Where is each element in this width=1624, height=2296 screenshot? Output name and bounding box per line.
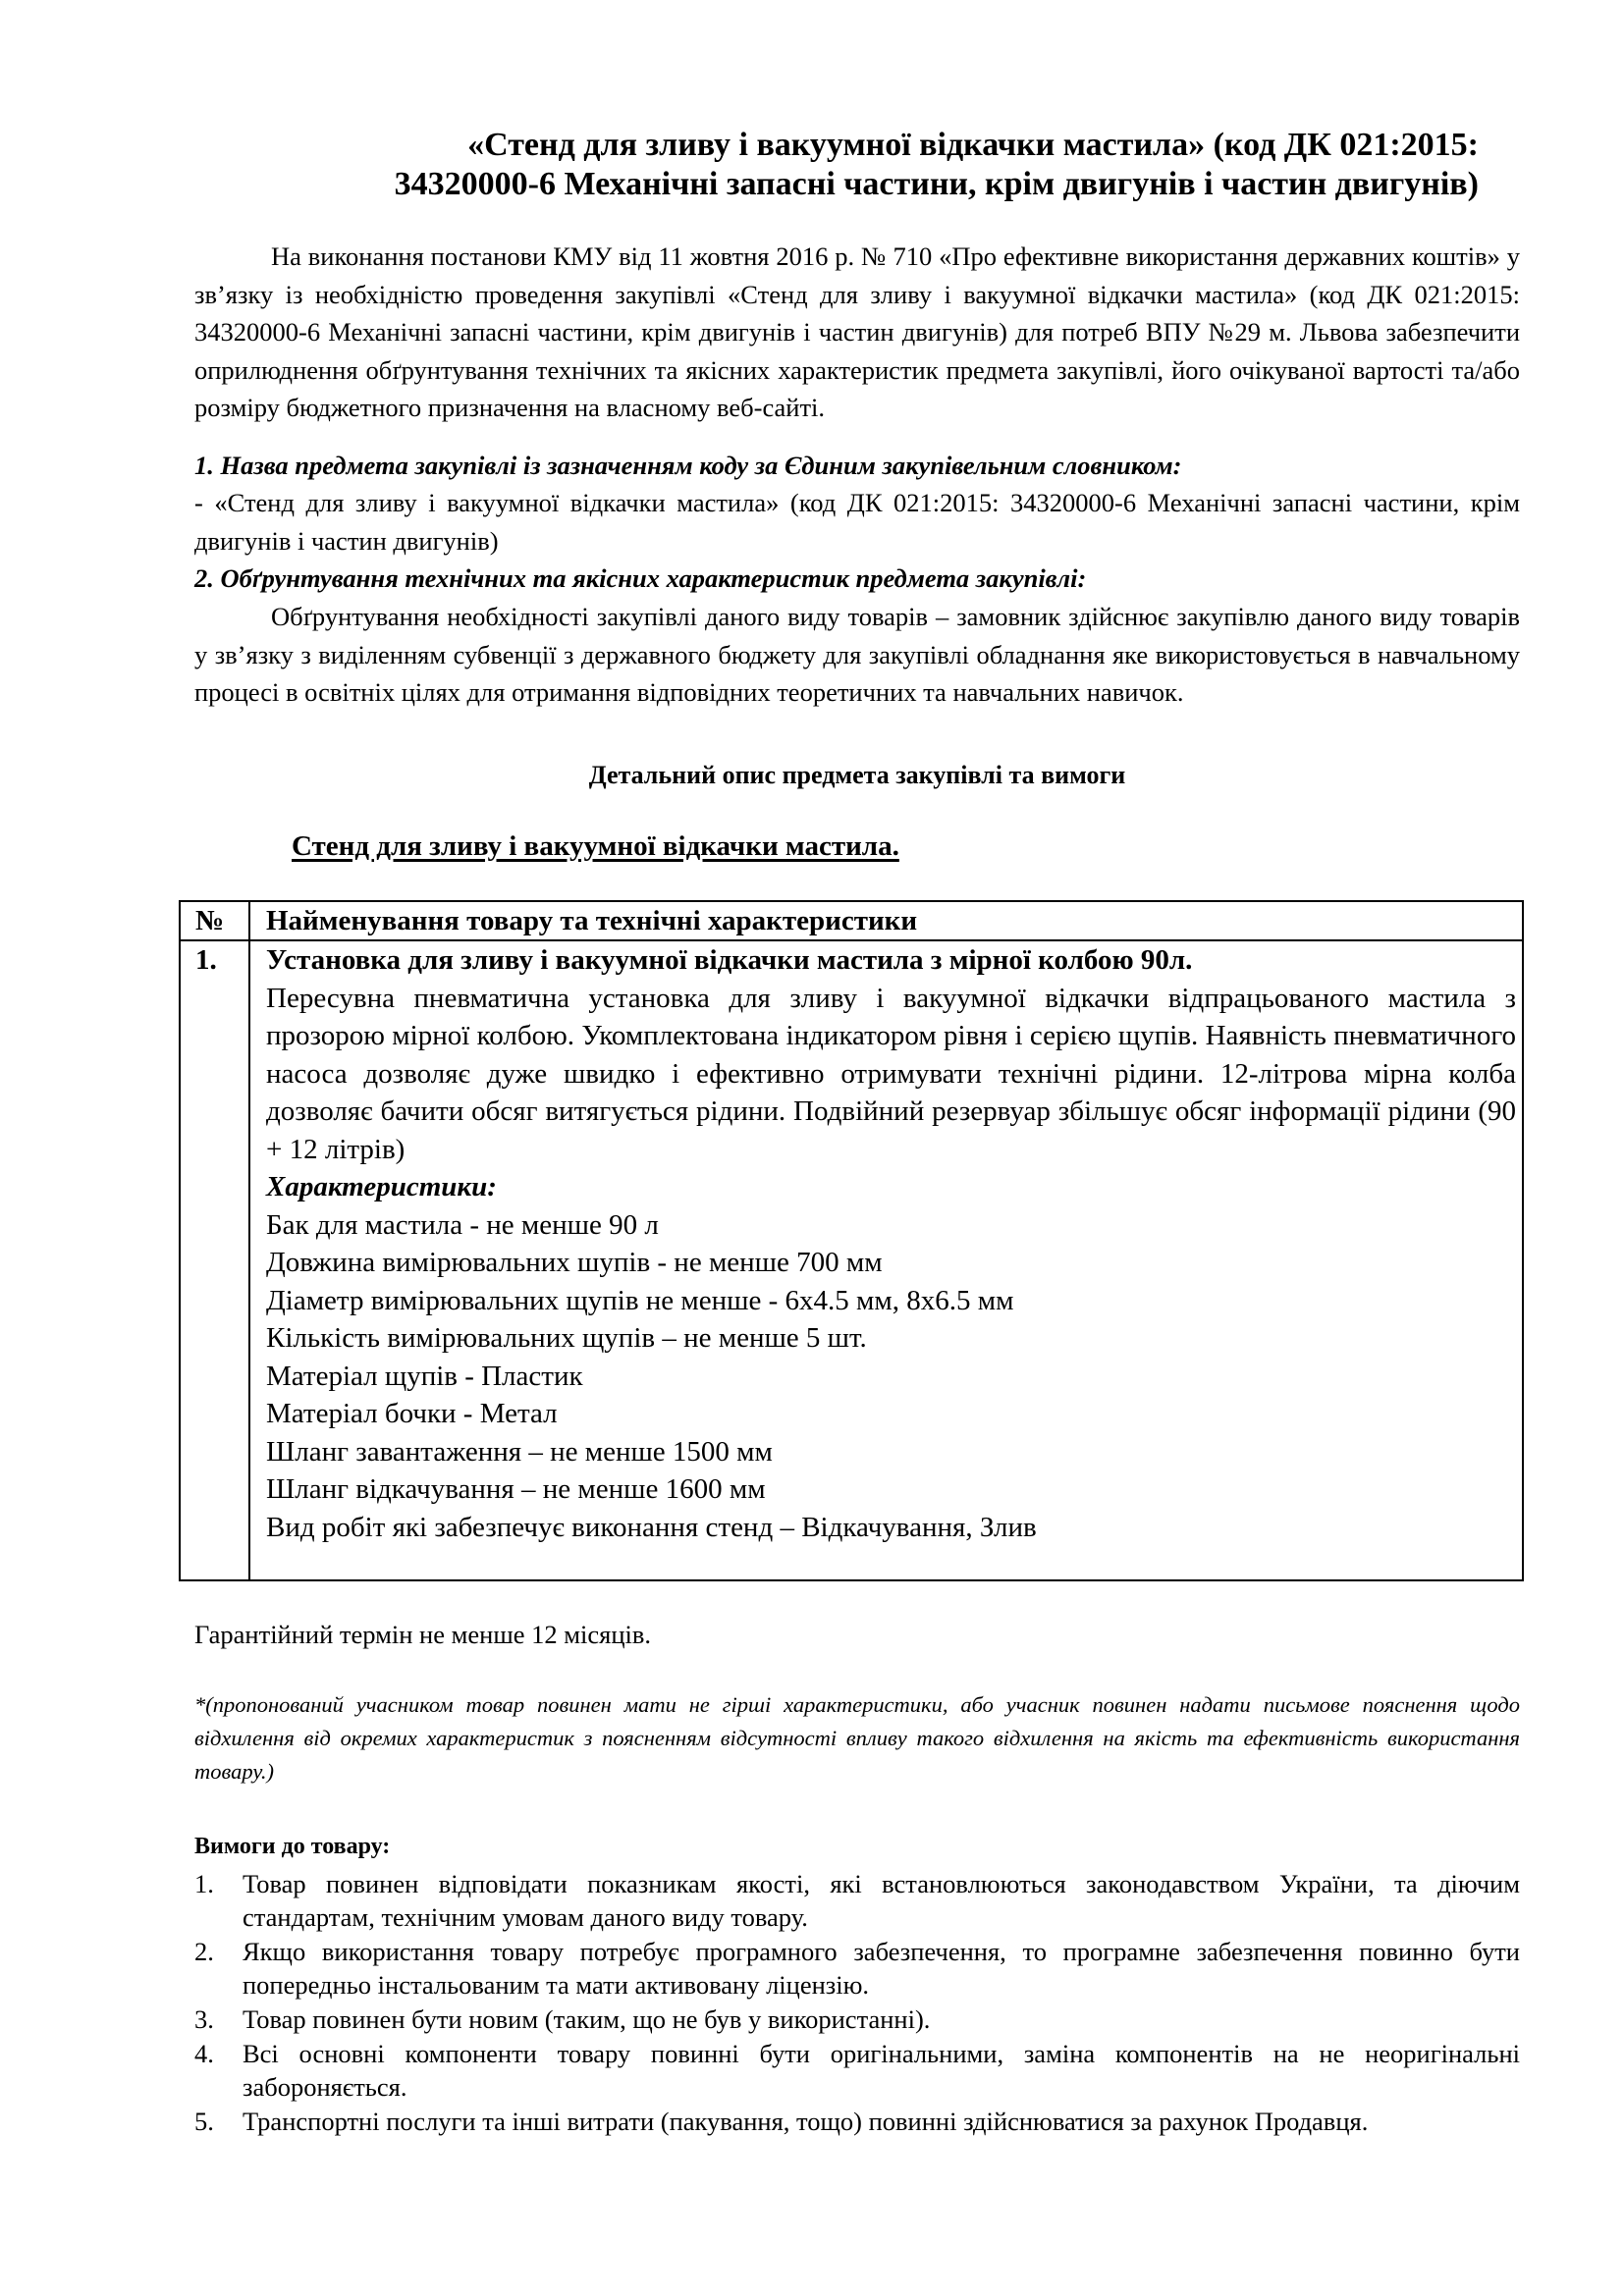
characteristic: Довжина вимірювальних шупів - не менше 700 мм bbox=[266, 1247, 883, 1278]
characteristic: Вид робіт які забезпечує виконання стенд – Відкачування, Злив bbox=[266, 1511, 1037, 1543]
spec-table bbox=[179, 900, 1524, 1581]
characteristic: Діаметр вимірювальних щупів не менше - 6x4.5 мм, 8x6.5 мм bbox=[266, 1284, 1014, 1316]
list-number: 4. bbox=[194, 2039, 214, 2068]
list-text: Товар повинен відповідати показникам якості, які встановлюються законодавством України, та діючим стандартам, технічним умовам даного виду товару. bbox=[243, 1869, 1520, 1932]
title-line-1: «Стенд для зливу і вакуумної відкачки мастила» (код ДК 021:2015: bbox=[467, 127, 1479, 163]
detail-heading: Детальний опис предмета закупівлі та вимоги bbox=[588, 761, 1126, 789]
list-item bbox=[194, 2037, 1520, 2104]
item-title: Установка для зливу і вакуумної відкачки мастила з мірної колбою 90л. bbox=[266, 944, 1193, 976]
list-item bbox=[194, 2105, 1520, 2138]
list-item bbox=[194, 2002, 1520, 2036]
row-content bbox=[249, 940, 1523, 1580]
requirements-heading: Вимоги до товару: bbox=[194, 1834, 391, 1859]
list-number: 3. bbox=[194, 2004, 214, 2034]
section-2-text: Обґрунтування необхідності закупівлі даного виду товарів – замовник здійснює закупівлю даного виду товарів у зв’язку з виділенням субвенції з державного бюджету для закупівлі обладнання яке використовується в навчальному процесі в освітніх цілях для отримання відповідних теоретичних та навчальних навичок. bbox=[194, 602, 1520, 707]
warranty-text: Гарантійний термін не менше 12 місяців. bbox=[194, 1620, 652, 1649]
characteristic: Шланг завантаження – не менше 1500 мм bbox=[266, 1435, 773, 1468]
table-row bbox=[180, 940, 1523, 1580]
row-number: 1. bbox=[180, 940, 249, 1580]
list-number: 1. bbox=[194, 1869, 214, 1898]
item-description: Пересувна пневматична установка для зливу і вакуумної відкачки відпрацьованого мастила з прозорою мірної колбою. Укомплектована індикатором рівня і серією щупів. Наявність пневматичного насоса дозволяє дуже швидко і ефективно отримувати технічні рідини. 12-літрова мірна колба дозволяє бачити обсяг витягується рідини. Подвійний резервуар збільшує обсяг інформації рідини (90 + 12 літрів) bbox=[266, 982, 1516, 1165]
list-text: Транспортні послуги та інші витрати (пакування, тощо) повинні здійснюватися за рахунок Продавця. bbox=[243, 2107, 1369, 2136]
list-text: Товар повинен бути новим (таким, що не був у використанні). bbox=[243, 2004, 931, 2034]
characteristic: Матеріал бочки - Метал bbox=[266, 1398, 558, 1429]
section-2-heading: 2. Обґрунтування технічних та якісних характеристик предмета закупівлі: bbox=[194, 563, 1087, 593]
intro-paragraph: На виконання постанови КМУ від 11 жовтня 2016 р. № 710 «Про ефективне використання державних коштів» у зв’язку із необхідністю проведення закупівлі «Стенд для зливу і вакуумної відкачки мастила» (код ДК 021:2015: 34320000-6 Механічні запасні частини, крім двигунів і частин двигунів) для потреб ВПУ №29 м. Львова забезпечити оприлюднення обґрунтування технічних та якісних характеристик предмета закупівлі, його очікуваної вартості та/або розміру бюджетного призначення на власному веб-сайті. bbox=[194, 241, 1520, 422]
section-1-heading: 1. Назва предмета закупівлі із зазначенням коду за Єдиним закупівельним словником: bbox=[194, 451, 1182, 480]
characteristic: Кількість вимірювальних щупів – не менше 5 шт. bbox=[266, 1322, 867, 1354]
characteristic: Шланг відкачування – не менше 1600 мм bbox=[266, 1473, 766, 1505]
section-1-text: - «Стенд для зливу і вакуумної відкачки мастила» (код ДК 021:2015: 34320000-6 Механічні запасні частини, крім двигунів і частин двигунів) bbox=[194, 488, 1520, 556]
list-text: Якщо використання товару потребує програмного забезпечення, то програмне забезпечення повинно бути попередньо інстальованим та мати активовану ліцензію. bbox=[243, 1937, 1520, 2000]
list-item bbox=[194, 1935, 1520, 2002]
header-name: Найменування товару та технічні характеристики bbox=[249, 901, 1523, 940]
footnote: *(пропонований учасником товар повинен мати не гірші характеристики, або учасник повинен надати письмове пояснення щодо відхилення від окремих характеристик з поясненням відсутності впливу такого відхилення на якість та ефективність використання товару.) bbox=[194, 1692, 1520, 1784]
title-line-2: 34320000-6 Механічні запасні частини, крім двигунів і частин двигунів) bbox=[394, 166, 1479, 202]
characteristic: Бак для мастила - не менше 90 л bbox=[266, 1208, 659, 1241]
list-number: 2. bbox=[194, 1937, 214, 1966]
header-number: № bbox=[180, 901, 249, 940]
requirements-list bbox=[194, 1867, 1520, 2139]
characteristics-heading: Характеристики: bbox=[266, 1171, 497, 1202]
list-number: 5. bbox=[194, 2107, 214, 2136]
list-item bbox=[194, 1867, 1520, 1934]
list-text: Всі основні компоненти товару повинні бути оригінальними, заміна компонентів на не неоригінальні забороняється. bbox=[243, 2039, 1520, 2102]
product-subheading: Стенд для зливу і вакуумної відкачки мастила. bbox=[292, 830, 899, 862]
document-title bbox=[194, 126, 1520, 204]
characteristic: Матеріал щупів - Пластик bbox=[266, 1360, 583, 1392]
table-header-row bbox=[180, 901, 1523, 940]
